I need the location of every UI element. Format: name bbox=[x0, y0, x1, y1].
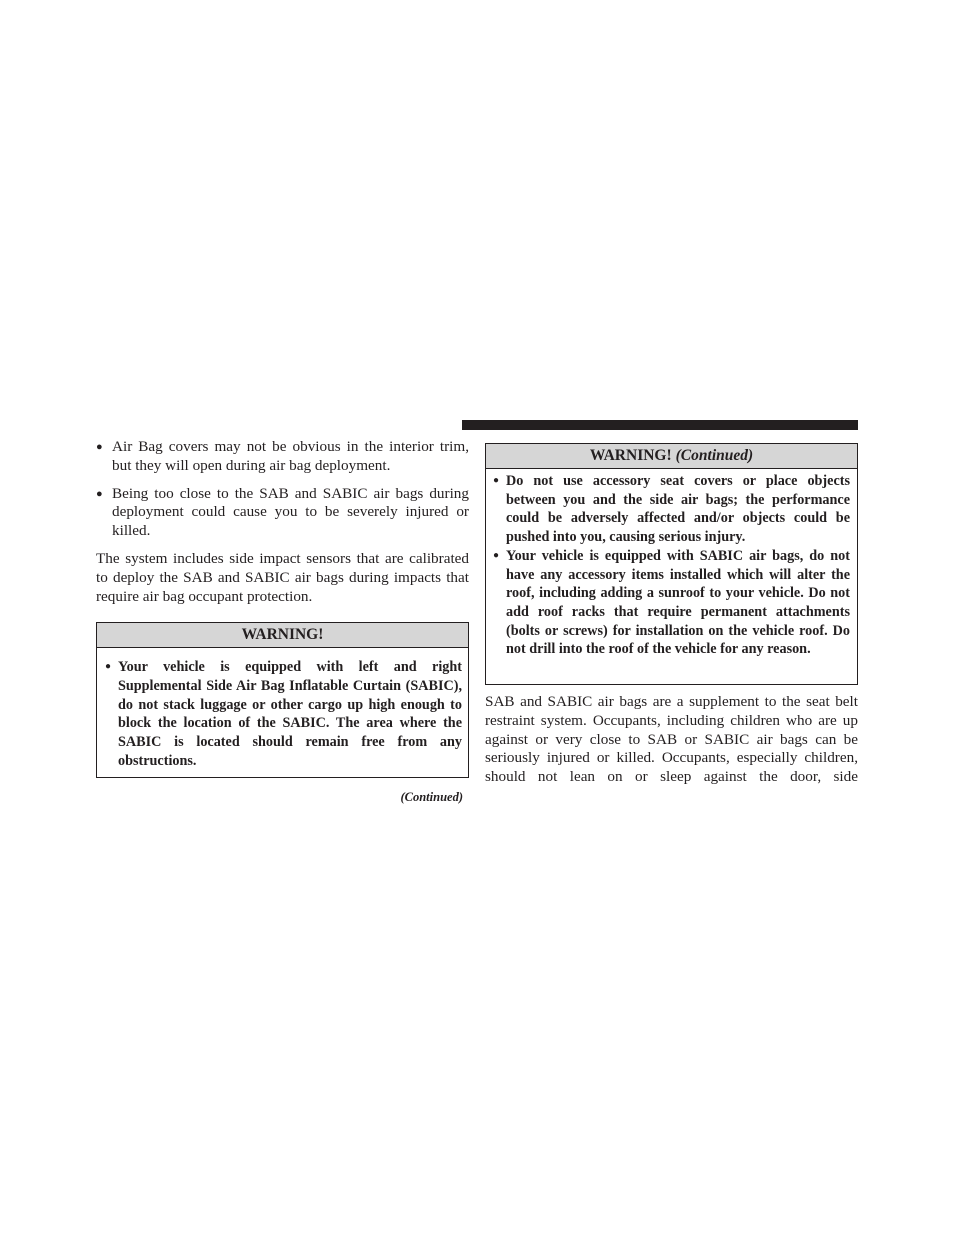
bullet-icon: ● bbox=[493, 475, 500, 486]
left-column bbox=[96, 438, 469, 807]
warning-list bbox=[486, 469, 857, 659]
warning-item bbox=[493, 547, 850, 659]
list-item-text: Air Bag covers may not be obvious in the interior trim, but they will open during air bag deployment. bbox=[112, 438, 469, 474]
bullet-list bbox=[96, 438, 469, 541]
bullet-icon: ● bbox=[96, 487, 103, 500]
body-paragraph: SAB and SABIC air bags are a supplement to the seat belt restraint system. Occupants, including children who are up against or very close to SAB or SABIC air bags can be seriously injured or killed. Occupants, especially children, should not lean on or sleep against the door, side bbox=[485, 693, 858, 786]
warning-title-text: WARNING! bbox=[589, 447, 672, 464]
list-item bbox=[96, 438, 469, 476]
body-paragraph: The system includes side impact sensors that are calibrated to deploy the SAB and SABIC air bags during impacts that require air bag occupant protection. bbox=[96, 549, 469, 605]
right-column bbox=[485, 420, 858, 787]
warning-list bbox=[97, 648, 468, 770]
warning-title bbox=[486, 444, 857, 469]
continued-label: (Continued) bbox=[400, 790, 463, 805]
list-item bbox=[96, 485, 469, 541]
list-item-text: Being too close to the SAB and SABIC air bags during deployment could cause you to be severely injured or killed. bbox=[112, 484, 469, 540]
warning-title-suffix: (Continued) bbox=[675, 447, 754, 464]
warning-item bbox=[493, 472, 850, 547]
warning-title-text: WARNING! bbox=[241, 626, 324, 644]
bullet-icon: ● bbox=[105, 661, 112, 673]
warning-box-continued bbox=[485, 443, 858, 685]
warning-box bbox=[96, 622, 469, 778]
warning-item-text: Do not use accessory seat covers or place objects between you and the side air bags; the performance could be adversely affected and/or objects could be pushed into you, causing serious injury. bbox=[506, 473, 850, 546]
warning-item bbox=[105, 658, 462, 770]
bullet-icon: ● bbox=[493, 549, 500, 561]
bullet-icon: ● bbox=[96, 441, 103, 453]
warning-title bbox=[97, 623, 468, 648]
warning-item-text: Your vehicle is equipped with SABIC air bags, do not have any accessory items installed which will alter the roof, including adding a sunroof to your vehicle. Do not add roof racks that require permanent attachments (bolts or screws) for installation on the vehicle roof. Do not drill into the roof of the vehicle for any reason. bbox=[506, 547, 850, 658]
warning-item-text: Your vehicle is equipped with left and right Supplemental Side Air Bag Inflatable Curtain (SABIC), do not stack luggage or other cargo up high enough to block the location of the SABIC. The area where the SABIC is located should remain free from any obstructions. bbox=[118, 659, 462, 769]
